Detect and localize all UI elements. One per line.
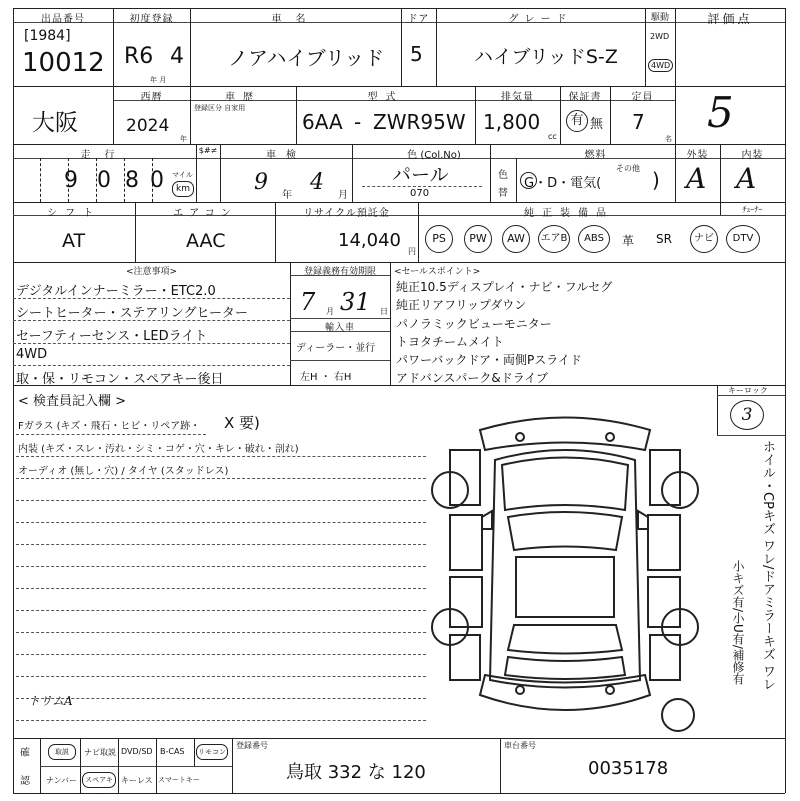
fuel-label: 燃料 (584, 150, 607, 161)
check-bcas: B-CAS (160, 747, 185, 756)
note-4: 4WD (16, 347, 48, 362)
sales-5: パワーバックドア・両側Pスライド (396, 353, 582, 367)
mileage-digit-3: 8 (125, 168, 139, 193)
warranty-no: 無 (590, 117, 604, 132)
car-name: ノアハイブリッド (228, 46, 385, 70)
model-code: ZWR95W (373, 110, 466, 134)
inspector-title: < 検査員記入欄 > (18, 394, 127, 409)
warranty-label: 保証書 (568, 92, 602, 103)
region-label: 西暦 (140, 92, 163, 103)
check-keyless: キーレス (121, 776, 153, 785)
equip-ps: PS (425, 225, 453, 253)
fuel-text: G・D・電気( (524, 176, 602, 191)
history-label: 車歴 (225, 92, 261, 103)
mileage-digit-1: 9 (64, 168, 78, 193)
first-reg-label: 初度登録 (129, 14, 174, 25)
tailgate (505, 657, 625, 679)
roof (516, 557, 614, 617)
inspection-label: 車検 (266, 150, 306, 161)
check-remote: リモコン (196, 744, 228, 760)
exterior-label: 外装 (686, 150, 709, 161)
capacity-label: 定員 (631, 92, 654, 103)
recycle-label: リサイクル預託金 (303, 208, 390, 219)
grade-label: グレード (508, 14, 573, 25)
note-5: 取・保・リモコン・スペアキー後日 (16, 372, 224, 387)
keylock-label: キーロック (728, 386, 768, 395)
shift: AT (62, 230, 86, 252)
expiry-month: 7 (300, 288, 316, 316)
capacity-unit: 名 (665, 135, 672, 143)
inspector-line-1: Fガラス (キズ・飛石・ヒビ・リペア跡・ (18, 421, 201, 432)
month: 4 (170, 44, 184, 69)
mileage-label: 走行 (80, 150, 129, 161)
inspector-line-2: 内装 (キズ・スレ・汚れ・シミ・コゲ・穴・キレ・破れ・剖れ) (18, 444, 299, 455)
score: 5 (707, 88, 734, 137)
grade: ハイブリッドS-Z (474, 46, 618, 68)
notes-label: <注意事項> (125, 267, 178, 277)
era: R6 (124, 44, 154, 69)
interior-label: 内装 (741, 150, 764, 161)
door-label: ドア (407, 14, 430, 25)
expiry-day-unit: 日 (380, 307, 388, 316)
lot-no-label: 出品番号 (41, 14, 85, 25)
import-label: 輸入車 (324, 323, 355, 333)
equip-navi: ナビ (690, 225, 718, 253)
rear-bumper (480, 675, 650, 710)
mileage-digit-4: 0 (150, 168, 164, 193)
insp-month-unit: 月 (338, 190, 348, 201)
insp-month: 4 (310, 170, 324, 195)
dealer: ディーラー・並行 (296, 343, 376, 354)
footer-side-label-1: 確 (20, 748, 30, 759)
equipment-label: 純正装備品 (524, 208, 614, 219)
cc-unit: cc (548, 132, 557, 141)
car-diagram (420, 405, 710, 735)
repaint-label-2: 替 (498, 188, 508, 199)
plate: 鳥取 332 な 120 (286, 762, 426, 783)
hood (502, 458, 628, 511)
sales-1: 純正10.5ディスプレイ・ナビ・フルセグ (396, 280, 613, 294)
model-prefix: 6AA (302, 110, 343, 134)
rear-glass (508, 625, 622, 654)
fuel-other: その他 (616, 164, 640, 173)
color: パール (392, 164, 449, 186)
check-smart-key: スマートキー (158, 776, 200, 784)
fuel-close: ) (652, 168, 660, 192)
sharp-label: $#≠ (198, 146, 218, 155)
drive-4wd: 4WD (648, 59, 673, 72)
check-dvd-sd: DVD/SD (121, 747, 153, 756)
expiry-label: 登録義務有効期限 (303, 267, 376, 277)
left-fender-front (450, 450, 480, 505)
repaint-label-1: 色 (498, 170, 508, 181)
color-no: 070 (410, 188, 430, 199)
aircon: AAC (186, 230, 226, 252)
inspector-line-3: オーディオ (無し・穴) / タイヤ (スタッドレス) (18, 466, 229, 477)
lot-no: 10012 (22, 48, 105, 78)
recycle: 14,040 (338, 230, 401, 251)
year-month-mark: 年 月 (150, 76, 167, 84)
sales-3: パノラミックビューモニター (396, 317, 552, 331)
equip-dtv: DTV (726, 225, 760, 253)
lot-sub: [1984] (24, 28, 71, 44)
keylock-value: 3 (730, 400, 764, 430)
year: 2024 (126, 116, 170, 136)
front-bumper (480, 418, 650, 451)
handwritten-note: トリムA (28, 694, 73, 708)
drive-2wd: 2WD (650, 32, 670, 41)
drive-label: 駆動 (650, 13, 669, 23)
tuner-label: ﾁｭｰﾅｰ (742, 205, 763, 214)
left-door-front (450, 515, 482, 570)
right-fender-front (650, 450, 680, 505)
equip-aw: AW (502, 225, 530, 253)
note-2: シートヒーター・ステアリングヒーター (16, 306, 248, 321)
score-label: 評価点 (707, 12, 753, 26)
equip-leather: 革 (622, 234, 635, 248)
right-fender-rear (650, 635, 680, 680)
equip-abs: ABS (578, 225, 610, 253)
shift-label: シフト (47, 208, 101, 219)
equip-sr: SR (656, 232, 672, 246)
note-1: デジタルインナーミラー・ETC2.0 (16, 284, 216, 299)
insp-year-unit: 年 (282, 190, 292, 201)
chassis: 0035178 (588, 758, 669, 779)
model-label: 型式 (367, 92, 404, 103)
check-spare-key: スペアキー (82, 772, 116, 788)
aircon-label: エアコン (173, 208, 237, 219)
car-body (490, 450, 640, 688)
expiry-day: 31 (340, 288, 371, 316)
unit-mile: マイル (172, 171, 193, 179)
right-door-front (648, 515, 680, 570)
yen: 円 (408, 247, 416, 256)
check-number: ナンバー (46, 776, 78, 785)
note-3: セーフティーセンス・LEDライト (16, 329, 208, 344)
warranty-yes: 有 (566, 110, 588, 132)
car-name-label: 車名 (271, 14, 320, 25)
year-unit: 年 (180, 135, 187, 143)
area: 大阪 (32, 110, 78, 136)
model-dash: - (354, 110, 362, 134)
color-label: 色 (Col.No) (407, 150, 461, 161)
check-manual: 取説 (48, 744, 76, 760)
vertical-note-1: ホイル・CPキズ ワレ/ドアミラーキズ ワレ (760, 440, 775, 691)
exterior: A (686, 162, 707, 195)
history-sub: 登録区分 自家用 (194, 104, 246, 112)
check-navi-manual: ナビ取説 (84, 748, 116, 757)
sales-6: アドバンスパーク&ドライブ (396, 371, 549, 385)
displacement: 1,800 (483, 110, 541, 134)
spare-wheel (662, 699, 694, 731)
handle: 左H ・ 右H (300, 372, 352, 383)
mileage-digit-2: 0 (97, 168, 111, 193)
unit-km: km (172, 181, 194, 197)
inspector-line-1-mark: X 要) (224, 414, 260, 432)
plate-label: 登録番号 (236, 741, 268, 750)
windshield (508, 512, 622, 550)
sales-4: トヨタチームメイト (396, 335, 504, 349)
doors: 5 (410, 42, 423, 66)
insp-year: 9 (254, 170, 268, 195)
sales-label: <セールスポイント> (394, 267, 481, 277)
left-fender-rear (450, 635, 480, 680)
vertical-note-2: 小キズ有/小U有/補修有 (731, 560, 745, 685)
sales-2: 純正リアフリップダウン (396, 298, 527, 312)
displacement-label: 排気量 (501, 92, 534, 103)
footer-side-label-2: 認 (20, 776, 30, 787)
capacity: 7 (632, 110, 645, 134)
equip-pw: PW (464, 225, 492, 253)
expiry-month-unit: 月 (326, 307, 334, 316)
chassis-label: 車台番号 (504, 741, 536, 750)
interior: A (736, 162, 757, 195)
equip-airbag: エアB (538, 225, 570, 253)
